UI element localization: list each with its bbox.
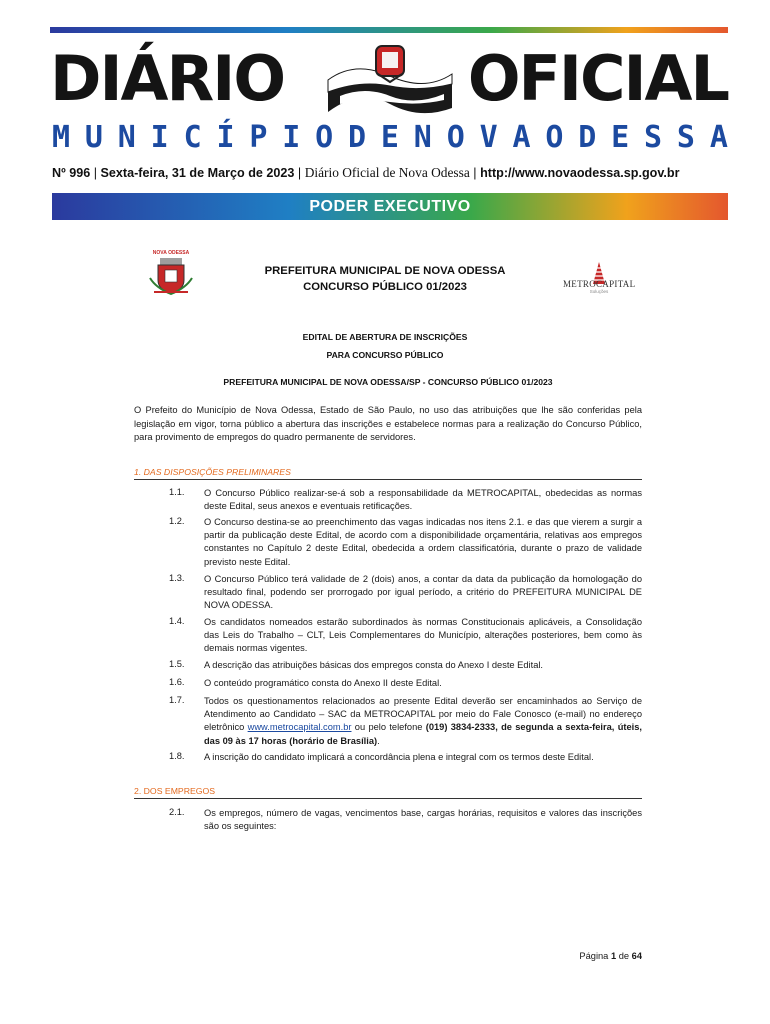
issue-publication: Diário Oficial de Nova Odessa xyxy=(304,165,470,180)
item-text: O Concurso Público realizar-se-á sob a responsabilidade da METROCAPITAL, obedecidas as normas deste Edital, seus anexos e eventuais retificações. xyxy=(204,488,642,512)
metrocapital-sub: Soluções xyxy=(589,289,609,294)
issue-date: Sexta-feira, 31 de Março de 2023 xyxy=(100,166,295,180)
subtitle-letter: M xyxy=(52,120,71,155)
subtitle-letter: U xyxy=(84,120,103,155)
item-text-part: Todos os questionamentos relacionados ao presente Edital deverão ser encaminhados ao Serviço de Atendimento ao Candidato – SAC da METROCAPITAL por meio do Fale Conosco (e-mail) no endereço eletrônico xyxy=(204,696,642,733)
item-text-part: . xyxy=(377,735,380,746)
section-band: PODER EXECUTIVO xyxy=(52,193,728,220)
subtitle-letter: S xyxy=(644,120,663,155)
item-text: O Concurso destina-se ao preenchimento das vagas indicadas nos itens 2.1. e das que vierem a surgir a partir da publicação deste Edital, de acordo com a disponibilidade orçamentária, relativas aos empregos constantes no Capítulo 2 deste Edital, obedecida a ordem classificatória, durante o prazo de validade previsto neste Edital. xyxy=(204,517,642,567)
masthead-subtitle xyxy=(52,120,728,156)
top-color-stripe xyxy=(50,27,728,33)
page-label: Página xyxy=(579,951,609,961)
metrocapital-link[interactable]: www.metrocapital.com.br xyxy=(247,722,352,733)
item-text: Os empregos, número de vagas, vencimentos base, cargas horárias, requisitos e valores das inscrições são os seguintes: xyxy=(204,808,642,832)
subtitle-letter: D xyxy=(578,120,597,155)
edital-block xyxy=(200,328,570,364)
section-2-title: 2. DOS EMPREGOS xyxy=(134,785,642,799)
subtitle-letter: N xyxy=(117,120,136,155)
page-total: 64 xyxy=(631,951,642,961)
masthead-title-right: OFICIAL xyxy=(467,42,728,115)
city-crest-icon xyxy=(146,248,196,296)
item-number: 1.3. xyxy=(169,573,185,583)
item-text-bold: (019) 3834-2333, de segunda a sexta-feira, úteis, das 09 às 17 horas (horário de Brasília) xyxy=(204,722,642,746)
subtitle-letter: E xyxy=(380,120,399,155)
item-text xyxy=(204,695,642,748)
subtitle-letter: C xyxy=(183,120,202,155)
heading-block xyxy=(200,263,570,295)
subtitle-letter: V xyxy=(479,120,498,155)
subtitle-letter: O xyxy=(545,120,564,155)
item-number: 1.8. xyxy=(169,751,185,761)
item-number: 1.7. xyxy=(169,695,185,705)
heading-line-2: CONCURSO PÚBLICO 01/2023 xyxy=(303,281,467,293)
issue-line: Nº 996 | Sexta-feira, 31 de Março de 2023 | Diário Oficial de Nova Odessa | http://www.novaodessa.sp.gov.br xyxy=(52,165,680,180)
subtitle-letter: N xyxy=(413,120,432,155)
item-number: 1.2. xyxy=(169,516,185,526)
flag-emblem-icon xyxy=(320,40,460,122)
subtitle-letter: D xyxy=(348,120,367,155)
subtitle-letter: A xyxy=(709,120,728,155)
subtitle-letter: I xyxy=(150,120,169,155)
crest-label: NOVA ODESSA xyxy=(152,250,190,256)
subtitle-letter: Í xyxy=(216,120,235,155)
page-footer xyxy=(540,951,642,961)
item-text: O Concurso Público terá validade de 2 (dois) anos, a contar da data da publicação da homologação do resultado final, podendo ser prorrogado por igual período, a critério do PREFEITURA MUNICIPAL DE NOVA ODESSA. xyxy=(204,574,642,611)
section-1-title: 1. DAS DISPOSIÇÕES PRELIMINARES xyxy=(134,466,642,480)
subtitle-letter: E xyxy=(611,120,630,155)
page-current: 1 xyxy=(610,951,617,961)
subtitle-letter: P xyxy=(249,120,268,155)
masthead xyxy=(50,40,728,122)
item-text: Os candidatos nomeados estarão subordinados às normas Constitucionais aplicáveis, a Consolidação das Leis do Trabalho – CLT, Leis Complementares do Município, alterações posteriores, bem como às demais normas vigentes. xyxy=(204,617,642,654)
masthead-title-left: DIÁRIO xyxy=(50,42,285,115)
subtitle-letter: O xyxy=(446,120,465,155)
intro-paragraph: O Prefeito do Município de Nova Odessa, Estado de São Paulo, no uso das atribuições que lhe são conferidas pela legislação em vigor, torna público a abertura das inscrições e estabelece normas para a realização do Concurso Público, para provimento de empregos do quadro permanente de servidores. xyxy=(134,405,642,443)
page-of: de xyxy=(618,951,630,961)
item-text: A inscrição do candidato implicará a concordância plena e integral com os termos deste Edital. xyxy=(204,752,594,762)
issue-number: Nº 996 xyxy=(52,166,91,180)
item-number: 1.1. xyxy=(169,487,185,497)
subtitle-letter: I xyxy=(282,120,301,155)
item-text: A descrição das atribuições básicas dos empregos consta do Anexo I deste Edital. xyxy=(204,660,544,670)
item-number: 1.5. xyxy=(169,659,185,669)
subtitle-letter: A xyxy=(512,120,531,155)
item-number: 2.1. xyxy=(169,807,185,817)
item-number: 1.4. xyxy=(169,616,185,626)
edital-line-2: PARA CONCURSO PÚBLICO xyxy=(326,350,444,360)
item-text-part: ou pelo telefone xyxy=(351,722,426,733)
edital-line-1: EDITAL DE ABERTURA DE INSCRIÇÕES xyxy=(302,332,468,342)
item-number: 1.6. xyxy=(169,677,185,687)
subtitle-letter: O xyxy=(315,120,334,155)
issue-url-link[interactable]: http://www.novaodessa.sp.gov.br xyxy=(480,166,680,180)
item-text: O conteúdo programático consta do Anexo II deste Edital. xyxy=(204,678,442,688)
heading-line-1: PREFEITURA MUNICIPAL DE NOVA ODESSA xyxy=(264,265,506,277)
subtitle-letter: S xyxy=(676,120,695,155)
metrocapital-name: METROCAPITAL xyxy=(563,279,636,289)
prefeitura-line: PREFEITURA MUNICIPAL DE NOVA ODESSA/SP - CONCURSO PÚBLICO 01/2023 xyxy=(223,377,553,387)
